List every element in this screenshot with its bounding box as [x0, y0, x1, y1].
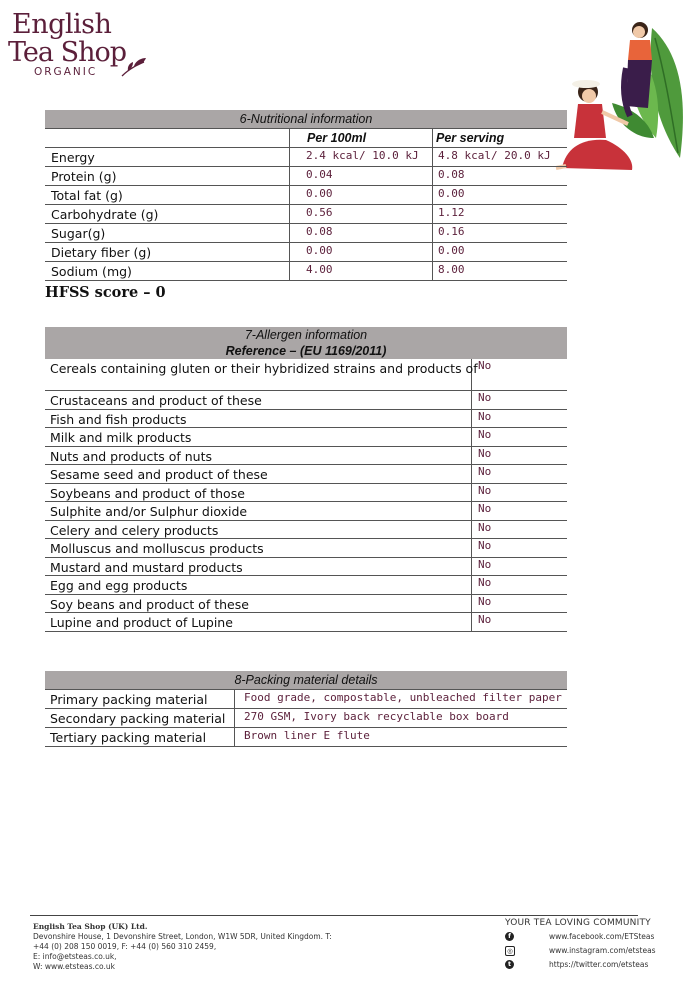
nutrient-label: Dietary fiber (g) [51, 245, 152, 260]
row-divider [471, 502, 472, 520]
allergen-value: No [478, 428, 492, 441]
nutrient-label: Protein (g) [51, 169, 117, 184]
nutrient-per-serving: 0.00 [438, 187, 465, 200]
row-divider [432, 243, 433, 261]
row-divider [471, 521, 472, 539]
row-divider [289, 262, 290, 280]
row-divider [234, 728, 235, 746]
packing-row [45, 689, 567, 709]
allergen-value: No [478, 465, 492, 478]
allergen-table [45, 327, 567, 632]
nutrient-label: Energy [51, 150, 95, 165]
allergen-reference: Reference – (EU 1169/2011) [225, 344, 387, 358]
allergen-label: Nuts and products of nuts [50, 448, 212, 464]
nutrient-per-serving: 0.00 [438, 244, 465, 257]
row-divider [432, 148, 433, 166]
packing-value: Brown liner E flute [244, 729, 370, 742]
allergen-row [45, 539, 567, 558]
packing-row [45, 728, 567, 747]
nutrient-per-100ml: 4.00 [306, 263, 333, 276]
allergen-value: No [478, 409, 492, 423]
packing-table [45, 671, 567, 747]
nutrition-title: 6-Nutritional information [45, 110, 567, 128]
allergen-value: No [478, 613, 492, 626]
row-divider [471, 595, 472, 613]
leaf-sprig-icon [120, 56, 148, 80]
allergen-row [45, 484, 567, 503]
allergen-label: Sesame seed and product of these [50, 467, 268, 482]
packing-label: Secondary packing material [50, 711, 226, 726]
logo-line-3: ORGANIC [34, 66, 98, 78]
row-divider [234, 690, 235, 708]
allergen-value: No [478, 502, 492, 515]
row-divider [471, 484, 472, 502]
nutrient-per-100ml: 0.04 [306, 168, 333, 181]
allergen-value: No [478, 520, 492, 534]
allergen-row [45, 410, 567, 429]
row-divider [471, 410, 472, 428]
footer-address: Devonshire House, 1 Devonshire Street, London, W1W 5DR, United Kingdom. T: [33, 932, 332, 941]
instagram-icon[interactable]: ◎ [505, 946, 515, 956]
footer-divider [30, 915, 638, 916]
allergen-label: Milk and milk products [50, 430, 192, 445]
nutrient-per-100ml: 2.4 kcal/ 10.0 kJ [306, 149, 419, 162]
row-divider [471, 465, 472, 483]
allergen-row [45, 428, 567, 447]
logo-line-1: English [12, 9, 112, 40]
row-divider [471, 613, 472, 631]
row-divider [289, 186, 290, 204]
row-divider [471, 447, 472, 465]
logo-line-2: Tea Shop [8, 37, 126, 68]
nutrition-table [45, 110, 567, 281]
allergen-title: 7-Allergen information [244, 328, 368, 342]
nutrient-per-100ml: 0.00 [306, 244, 333, 257]
allergen-label: Mustard and mustard products [50, 559, 243, 575]
packing-value: Food grade, compostable, unbleached filter paper [244, 691, 562, 704]
nutrient-per-serving: 4.8 kcal/ 20.0 kJ [438, 149, 551, 162]
allergen-label: Egg and egg products [50, 578, 188, 593]
nutrient-per-100ml: 0.00 [306, 187, 333, 200]
allergen-row [45, 502, 567, 521]
col-per-100ml: Per 100ml [307, 131, 367, 145]
row-divider [432, 186, 433, 204]
allergen-row [45, 391, 567, 410]
nutrient-per-serving: 1.12 [438, 206, 465, 219]
row-divider [289, 167, 290, 185]
allergen-label: Fish and fish products [50, 411, 187, 427]
nutrition-header-row [45, 128, 567, 148]
packing-label: Tertiary packing material [50, 730, 207, 745]
allergen-value: No [478, 359, 492, 372]
packing-row [45, 709, 567, 728]
nutrition-row [45, 205, 567, 224]
nutrition-row [45, 243, 567, 262]
row-divider [432, 167, 433, 185]
nutrient-per-100ml: 0.08 [306, 225, 333, 238]
row-divider [289, 205, 290, 223]
allergen-value: No [478, 483, 492, 497]
brand-logo [8, 10, 148, 80]
nutrient-label: Carbohydrate (g) [51, 207, 159, 222]
allergen-label: Cereals containing gluten or their hybridized strains and products of [50, 361, 478, 376]
hfss-score: HFSS score – 0 [45, 284, 166, 301]
footer-email: E: info@etsteas.co.uk, [33, 952, 117, 961]
allergen-value: No [478, 539, 492, 552]
instagram-link[interactable]: www.instagram.com/etsteas [549, 946, 656, 955]
nutrient-per-serving: 0.08 [438, 168, 465, 181]
nutrient-label: Total fat (g) [51, 188, 123, 203]
allergen-value: No [478, 576, 492, 589]
col-per-serving: Per serving [436, 131, 505, 145]
row-divider [432, 224, 433, 242]
row-divider [471, 391, 472, 409]
community-heading: YOUR TEA LOVING COMMUNITY [505, 918, 651, 928]
allergen-value: No [478, 594, 492, 608]
nutrient-label: Sodium (mg) [51, 264, 132, 279]
allergen-value: No [478, 446, 492, 460]
allergen-row [45, 447, 567, 466]
footer-community [505, 918, 656, 976]
facebook-link[interactable]: www.facebook.com/ETSteas [549, 932, 655, 941]
row-divider [289, 224, 290, 242]
nutrition-row [45, 148, 567, 167]
nutrient-per-serving: 0.16 [438, 225, 465, 238]
allergen-row [45, 613, 567, 632]
allergen-label: Crustaceans and product of these [50, 393, 262, 408]
row-divider [432, 262, 433, 280]
allergen-row [45, 595, 567, 614]
facebook-icon[interactable]: f [505, 932, 514, 941]
allergen-header [45, 327, 567, 359]
nutrient-per-100ml: 0.56 [306, 206, 333, 219]
allergen-label: Molluscus and molluscus products [50, 541, 264, 556]
allergen-value: No [478, 557, 492, 571]
packing-value: 270 GSM, Ivory back recyclable box board [244, 710, 509, 723]
row-divider [471, 428, 472, 446]
nutrition-row [45, 262, 567, 281]
row-divider [471, 539, 472, 557]
nutrition-row [45, 167, 567, 186]
allergen-label: Soybeans and product of those [50, 485, 245, 501]
row-divider [289, 243, 290, 261]
nutrient-label: Sugar(g) [51, 226, 106, 241]
allergen-label: Celery and celery products [50, 522, 219, 538]
twitter-link[interactable]: https://twitter.com/etsteas [549, 960, 649, 969]
footer-phone: +44 (0) 208 150 0019, F: +44 (0) 560 310 2459, [33, 942, 217, 951]
allergen-row [45, 359, 567, 391]
allergen-row [45, 558, 567, 577]
allergen-row [45, 465, 567, 484]
footer-company: English Tea Shop (UK) Ltd. [33, 922, 148, 931]
nutrition-row [45, 186, 567, 205]
allergen-label: Lupine and product of Lupine [50, 615, 233, 630]
allergen-value: No [478, 391, 492, 404]
nutrition-row [45, 224, 567, 243]
tea-pickers-illustration [552, 8, 692, 178]
allergen-row [45, 576, 567, 595]
allergen-label: Sulphite and/or Sulphur dioxide [50, 504, 248, 519]
packing-title: 8-Packing material details [45, 671, 567, 689]
row-divider [289, 148, 290, 166]
allergen-label: Soy beans and product of these [50, 596, 249, 612]
row-divider [471, 558, 472, 576]
footer-address-block [33, 922, 332, 972]
footer-web: W: www.etsteas.co.uk [33, 962, 115, 971]
packing-label: Primary packing material [50, 692, 208, 707]
row-divider [471, 576, 472, 594]
row-divider [234, 709, 235, 727]
nutrient-per-serving: 8.00 [438, 263, 465, 276]
twitter-icon[interactable]: t [505, 960, 514, 969]
allergen-row [45, 521, 567, 540]
row-divider [432, 205, 433, 223]
